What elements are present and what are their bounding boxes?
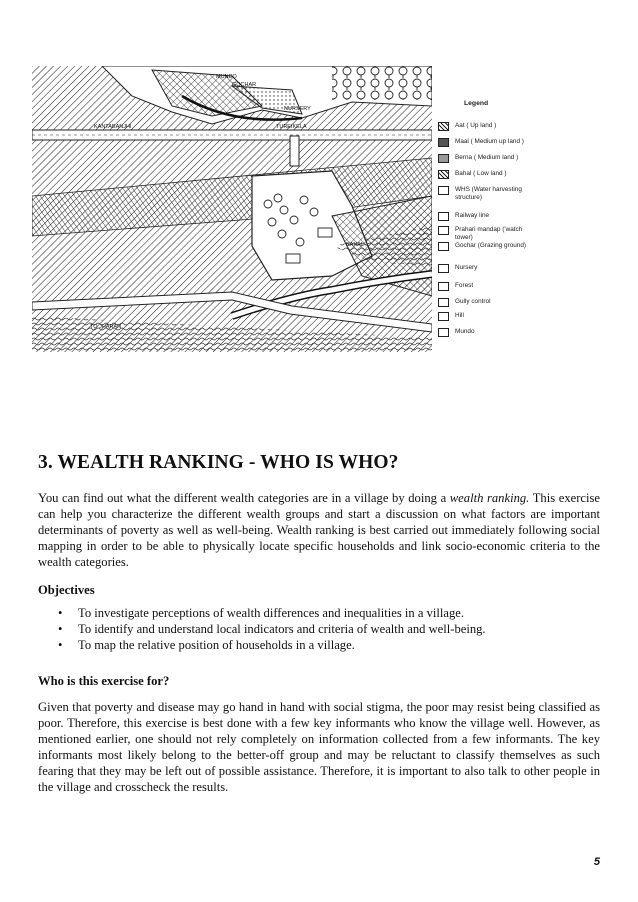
legend-label: Berna ( Medium land ) — [455, 154, 519, 161]
gully-swatch-icon — [438, 298, 449, 307]
legend-item — [438, 138, 535, 147]
legend-label: Gochar (Grazing ground) — [455, 242, 527, 249]
label-mundo: MUNDO — [216, 74, 237, 80]
section-heading: 3. WEALTH RANKING - WHO IS WHO? — [38, 452, 399, 473]
medium-land-swatch-icon — [438, 154, 449, 163]
objectives-heading: Objectives — [38, 583, 95, 597]
legend-title: Legend — [464, 100, 489, 107]
medium-upland-swatch-icon — [438, 138, 449, 147]
mundo-swatch-icon — [438, 328, 449, 337]
intro-paragraph: You can find out what the different wealth categories are in a village by doing a wealth ranking. This exercise can help you characterize the different wealth groups and start a discussion on what factors are important determinants of poverty as well as well-being. Wealth ranking is best carried out immediately following social mapping in order to be able to physically locate specific households and link socio-economic criteria to the wealth categories. — [38, 491, 600, 570]
legend-item — [438, 122, 535, 131]
legend-item — [438, 298, 535, 307]
grazing-swatch-icon — [438, 242, 449, 251]
legend-label: Gully control — [455, 298, 491, 305]
road-crossing — [290, 136, 299, 166]
legend-label: Forest — [455, 282, 474, 289]
upland-swatch-icon — [438, 122, 449, 131]
legend-label: Nursery — [455, 264, 478, 271]
list-item: • To identify and understand local indicators and criteria of wealth and well-being. — [58, 622, 486, 637]
forest-swatch-icon — [438, 282, 449, 291]
legend-label: WHS (Water harvesting structure) — [455, 186, 522, 201]
legend-item — [438, 226, 535, 241]
legend-label: Mundo — [455, 328, 475, 335]
legend-label: Hill — [455, 312, 464, 319]
legend-item — [438, 242, 535, 251]
list-item: • To map the relative position of households in a village. — [58, 638, 355, 653]
label-tureikela: TUREIKELA — [276, 124, 307, 130]
watch-tower-swatch-icon — [438, 226, 449, 235]
who-heading: Who is this exercise for? — [38, 674, 170, 688]
map-legend — [438, 100, 568, 335]
list-item: • To investigate perceptions of wealth differences and inequalities in a village. — [58, 606, 465, 620]
legend-label: Maal ( Medium up land ) — [455, 138, 524, 145]
legend-label: Prahari mandap ('watch tower) — [455, 226, 523, 241]
legend-item — [438, 170, 535, 179]
who-paragraph: Given that poverty and disease may go hand in hand with social stigma, the poor may resist being classified as poor. Therefore, this exercise is best done with a few key informants who know the village well. However, as mentioned earlier, one should not rely completely on information collected from a few informants. The key informants most likely belong to the better-off group and may be reluctant to classify themselves as such fearing that they may be left out of possible assistance. Therefore, it is important to also talk to other people in the village and crosscheck the results. — [38, 700, 600, 795]
label-nursery: NURSERY — [284, 106, 311, 112]
legend-item — [438, 328, 535, 337]
legend-item — [438, 186, 535, 201]
label-bahal: BAHAL — [346, 242, 365, 248]
railway-swatch-icon — [438, 212, 449, 221]
legend-item — [438, 282, 535, 291]
lowland-swatch-icon — [438, 170, 449, 179]
legend-item — [438, 312, 535, 321]
village-resource-map — [32, 66, 432, 352]
label-gochar: GOCHAR — [232, 82, 257, 88]
label-to-jharan: TO JHARAN — [90, 324, 122, 330]
legend-item — [438, 264, 535, 273]
forest-area — [332, 66, 432, 100]
page-number: 5 — [593, 856, 600, 868]
whs-swatch-icon — [438, 186, 449, 195]
objectives-list — [38, 605, 598, 654]
nursery-swatch-icon — [438, 264, 449, 273]
legend-label: Bahal ( Low land ) — [455, 170, 507, 177]
legend-item — [438, 212, 535, 221]
label-kantabanjhi: KANTABANJHI — [94, 124, 132, 130]
hill-swatch-icon — [438, 312, 449, 321]
legend-label: Aat ( Up land ) — [455, 122, 497, 129]
legend-item — [438, 154, 535, 163]
legend-label: Railway line — [455, 212, 490, 219]
